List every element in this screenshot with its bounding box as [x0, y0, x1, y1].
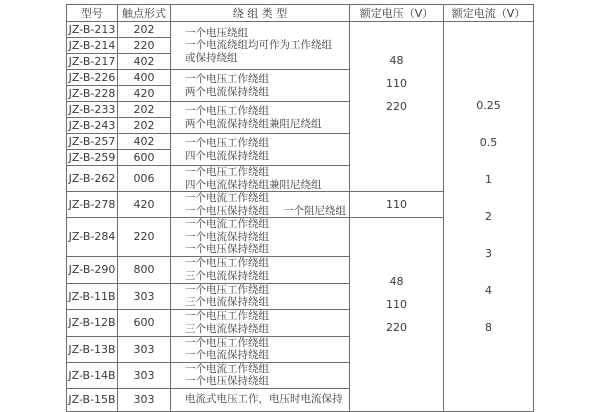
contact-cell: 420	[118, 192, 171, 218]
contact-cell: 800	[118, 256, 171, 283]
current-value: 0.25	[476, 98, 501, 112]
winding-line: 一个电压保持绕组	[185, 375, 269, 387]
contact-cell: 303	[118, 388, 171, 411]
voltage-value: 48	[389, 274, 404, 288]
model-cell: JZ-B-284	[67, 218, 118, 257]
winding-cell	[171, 166, 350, 192]
winding-line: 三个电流保持绕组	[185, 322, 269, 335]
contact-cell: 202	[118, 102, 171, 118]
voltage-cell	[350, 22, 444, 192]
winding-cell	[171, 102, 350, 134]
contact-cell: 420	[118, 86, 171, 102]
winding-cell	[171, 134, 350, 166]
winding-line: 一个电压工作绕组	[185, 336, 269, 349]
winding-line: 一个电流工作绕组	[185, 192, 269, 204]
current-value: 1	[485, 172, 492, 186]
winding-line: 两个电流保持绕组	[185, 85, 269, 98]
voltage-cell	[350, 192, 444, 218]
contact-cell: 600	[118, 150, 171, 166]
header-model: 型号	[67, 5, 118, 22]
winding-line: 一个电压工作绕组	[185, 105, 269, 117]
winding-line: 三个电流保持绕组	[185, 269, 269, 282]
model-cell: JZ-B-228	[67, 86, 118, 102]
model-cell: JZ-B-290	[67, 256, 118, 283]
winding-line: 一个电流保持绕组	[185, 230, 269, 243]
relay-spec-table	[66, 4, 534, 412]
winding-line: 一个电压保持绕组 一个阻尼绕组	[185, 204, 346, 217]
model-cell: JZ-B-11B	[67, 283, 118, 309]
model-cell: JZ-B-214	[67, 38, 118, 54]
winding-line: 一个电压保持绕组	[185, 243, 269, 255]
winding-cell	[171, 283, 350, 309]
contact-cell: 220	[118, 38, 171, 54]
voltage-value: 110	[386, 77, 407, 90]
model-cell: JZ-B-243	[67, 118, 118, 134]
model-cell: JZ-B-233	[67, 102, 118, 118]
winding-line: 或保持绕组	[185, 51, 238, 64]
contact-cell: 303	[118, 283, 171, 309]
winding-cell	[171, 70, 350, 102]
winding-line: 一个电流绕组均可作为工作绕组	[185, 39, 332, 52]
winding-line: 电流式电压工作，电压时电流保持	[185, 393, 343, 406]
winding-line: 一个电压工作绕组	[185, 137, 269, 149]
winding-cell	[171, 192, 350, 218]
model-cell: JZ-B-278	[67, 192, 118, 218]
contact-cell: 303	[118, 362, 171, 388]
winding-line: 一个电流工作绕组	[185, 218, 269, 230]
contact-cell: 402	[118, 134, 171, 150]
model-cell: JZ-B-226	[67, 70, 118, 86]
contact-cell: 402	[118, 54, 171, 70]
voltage-cell	[350, 218, 444, 412]
winding-line: 一个电压工作绕组	[185, 166, 269, 178]
voltage-value: 110	[386, 297, 407, 311]
header-winding-type: 绕 组 类 型	[171, 5, 350, 22]
model-cell: JZ-B-262	[67, 166, 118, 192]
model-cell: JZ-B-259	[67, 150, 118, 166]
winding-line: 一个电压工作绕组	[185, 257, 269, 269]
current-value: 8	[485, 320, 492, 334]
winding-cell	[171, 336, 350, 362]
model-cell: JZ-B-13B	[67, 336, 118, 362]
winding-line: 一个电压绕组	[185, 26, 248, 39]
model-cell: JZ-B-14B	[67, 362, 118, 388]
header-rated-voltage: 额定电压（V）	[350, 5, 444, 22]
winding-cell	[171, 22, 350, 70]
contact-cell: 600	[118, 309, 171, 336]
contact-cell: 202	[118, 22, 171, 38]
winding-line: 一个电压工作绕组	[185, 73, 269, 85]
header-row	[67, 5, 534, 22]
winding-cell	[171, 218, 350, 257]
current-value: 4	[485, 283, 492, 297]
winding-cell	[171, 309, 350, 336]
voltage-value: 220	[386, 320, 407, 334]
voltage-value: 220	[386, 100, 407, 113]
model-cell: JZ-B-257	[67, 134, 118, 150]
header-contact-form: 触点形式	[118, 5, 171, 22]
winding-cell	[171, 256, 350, 283]
voltage-value: 110	[386, 198, 407, 211]
current-value: 2	[485, 209, 492, 223]
contact-cell: 006	[118, 166, 171, 192]
winding-line: 四个电流保持绕组	[185, 149, 269, 162]
table-row	[67, 22, 534, 38]
winding-line: 两个电流保持绕组兼阻尼绕组	[185, 117, 322, 130]
model-cell: JZ-B-217	[67, 54, 118, 70]
current-value: 0.5	[479, 135, 498, 149]
winding-line: 三个电流保持绕组	[185, 296, 269, 308]
contact-cell: 202	[118, 118, 171, 134]
contact-cell: 400	[118, 70, 171, 86]
header-rated-current: 额定电流（V）	[444, 5, 534, 22]
model-cell: JZ-B-213	[67, 22, 118, 38]
winding-line: 一个电压工作绕组	[185, 310, 269, 322]
contact-cell: 303	[118, 336, 171, 362]
winding-line: 一个电流保持绕组	[185, 349, 269, 361]
winding-line: 四个电流保持绕组兼阻尼绕组	[185, 178, 322, 191]
winding-cell	[171, 362, 350, 388]
model-cell: JZ-B-15B	[67, 388, 118, 411]
winding-line: 一个电流工作绕组	[185, 362, 269, 375]
winding-line: 一个电压工作绕组	[185, 283, 269, 296]
voltage-value: 48	[389, 54, 404, 67]
contact-cell: 220	[118, 218, 171, 257]
current-cell	[444, 22, 534, 412]
current-value: 3	[485, 246, 492, 260]
model-cell: JZ-B-12B	[67, 309, 118, 336]
